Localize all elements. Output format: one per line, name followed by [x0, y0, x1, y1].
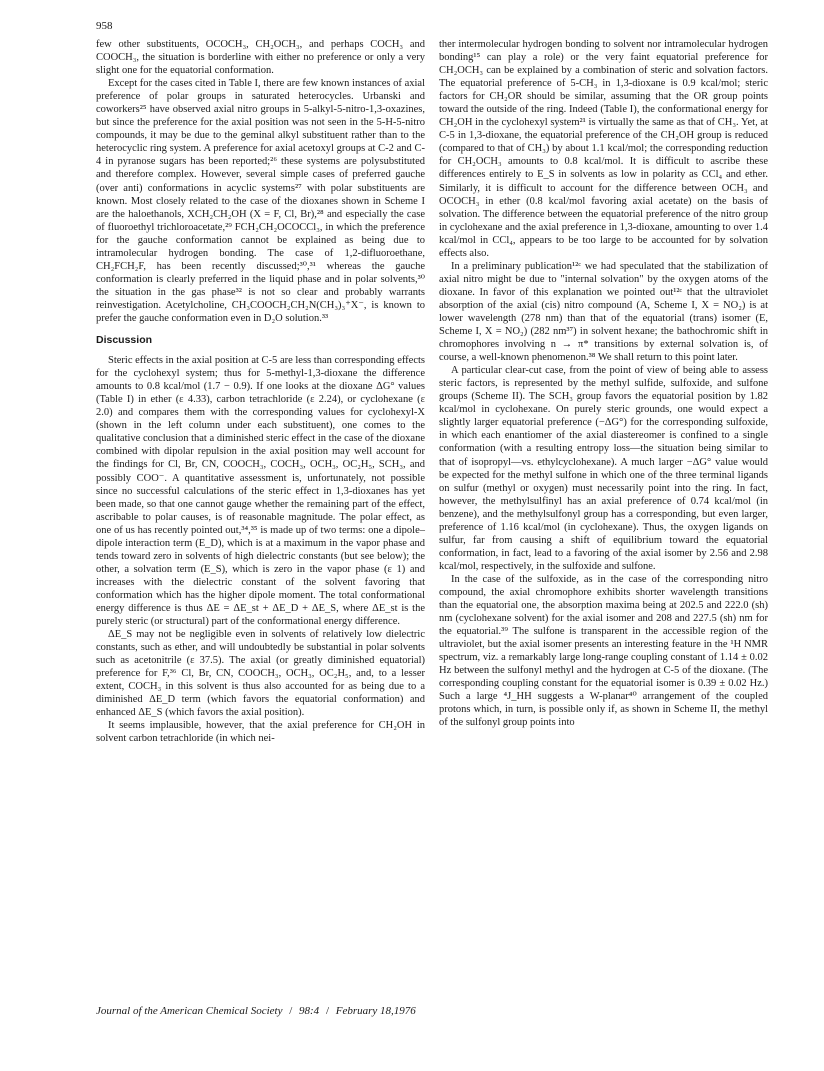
paragraph: ΔE_S may not be negligible even in solvents of relatively low dielectric constants, such as ether, and will undoubtedly be substantial in polar solvents such as acetonitrile (ε 37.5). The axial (or greatly diminished equatorial) preference for F,³⁶ Cl, Br, CN, COOCH₃, OCH₃, OC₂H₅, and, to a lesser extent, COCH₃ in this solvent is thus also accounted for as being due to a diminished ΔE_D term (which favors the equatorial conformation) and enhanced ΔE_S (which favors the axial position). — [96, 629, 425, 719]
paragraph: Except for the cases cited in Table I, there are few known instances of axial preference of polar groups in saturated heterocycles. Urbanski and coworkers²⁵ have observed axial nitro groups in 5-alkyl-5-nitro-1,3-oxazines, but since the preference for the axial position was not seen in the 5-H-5-nitro compounds, it may be due to the geminal alkyl substituent rather than to the heterocyclic ring system. A preference for axial acetoxyl groups at C-2 and C-4 in pyranose sugars has been reported;²⁶ these systems are polysubstituted and therefore complex. However, several simple cases of preferred gauche (over anti) conformations in acyclic systems²⁷ with polar substituents are known. Most closely related to the case of the dioxanes shown in Scheme I are the haloethanols, XCH₂CH₂OH (X = F, Cl, Br),²⁸ and especially the case of fluoroethyl trichloroacetate,²⁹ FCH₂CH₂OCOCCl₃, in which the preference for the gauche conformation cannot be explained as being due to intramolecular hydrogen bonding. The case of 1,2-difluoroethane, CH₂FCH₂F, has been recently discussed;³⁰,³¹ whereas the gauche conformation is clearly preferred in the liquid phase and in polar solvents,³⁰ the situation in the gas phase³² is not so clear and probably warrants reinvestigation. Acetylcholine, CH₃COOCH₂CH₂N(CH₃)₃⁺X⁻, is known to prefer the gauche conformation even in D₂O solution.³³ — [96, 78, 425, 324]
footer-separator: / — [325, 1005, 329, 1017]
footer-separator: / — [289, 1005, 293, 1017]
paragraph: Steric effects in the axial position at C-5 are less than corresponding effects for the cyclohexyl system; thus for 5-methyl-1,3-dioxane the difference amounts to 0.8 kcal/mol (1.7 − 0.9). If one looks at the dioxane ΔG° values (Table I) in ether (ε 4.33), carbon tetrachloride (ε 2.24), or cyclohexane (ε 2.0) and compares them with the corresponding values for cyclohexyl-X (shown in the left column under each substituent), one comes to the qualitative conclusion that a diminished steric effect in the case of the dioxane combined with dipolar repulsion in the axial position may well account for the findings for Cl, Br, CN, COOCH₃, COCH₃, OCH₃, OC₂H₅, SCH₃, and possibly COO⁻. A quantitative assessment is, unfortunately, not possible since no successful calculations of the steric effect in 1,3-dioxanes has yet been made, so that one cannot gauge whether the remaining part of the effect, ascribable to polar causes, is of reasonable magnitude. The polar effect, as one of us has recently pointed out,³⁴,³⁵ is made up of two terms: one a dipole–dipole interaction term (E_D), which is at a maximum in the vapor phase and tends toward zero in solvents of high dielectric constants (but see below); the other, a solvation term (E_S), which is zero in the vapor phase (ε 1) and increases with the dielectric constant of the solvent favoring that conformation which has the higher dipole moment. The total conformational energy difference is thus ΔE = ΔE_st + ΔE_D + ΔE_S, where ΔE_st is the purely steric (or structural) part of the conformational energy difference. — [96, 355, 425, 628]
right-column — [439, 38, 768, 729]
journal-name: Journal of the American Chemical Society — [96, 1005, 283, 1017]
paragraph: In the case of the sulfoxide, as in the case of the corresponding nitro compound, the axial chromophore exhibits shorter wavelength transitions than the equatorial one, the absorption maxima being at 202.5 and 222.0 (sh) nm (cyclohexane solvent) for the axial isomer and 208 and 227.5 (sh) nm for the equatorial.³⁹ The sulfone is transparent in the accessible region of the ultraviolet, but the axial isomer presents an interesting feature in the ¹H NMR spectrum, viz. a remarkably large long-range coupling constant of 1.14 ± 0.02 Hz between the sulfonyl methyl and the hydrogen at C-5 of the dioxane. (The corresponding coupling constant for the equatorial isomer is 0.39 ± 0.02 Hz.) Such a large ⁴J_HH suggests a W-planar⁴⁰ arrangement of the coupled protons which, in turn, is possible only if, as shown in Scheme II, the methyl of the sulfonyl group points into — [439, 573, 768, 729]
journal-footer — [96, 1005, 416, 1017]
paragraph: It seems implausible, however, that the axial preference for CH₂OH in solvent carbon tetrachloride (in which nei- — [96, 720, 425, 745]
section-heading: Discussion — [96, 334, 153, 347]
left-column — [96, 38, 425, 745]
paragraph: ther intermolecular hydrogen bonding to solvent nor intramolecular hydrogen bonding¹⁵ can play a role) or the very faint equatorial preference for CH₂OCH₃ can be explained by a combination of steric and solvation factors. The equatorial preference of 5-CH₃ in 1,3-dioxane is 0.9 kcal/mol; steric factors for CH₂OR should be similar, assuming that the OR group points toward the outside of the ring. Indeed (Table I), the conformational energy for CH₂OH in the cyclohexyl system²¹ is virtually the same as that of CH₃. Yet, at C-5 in 1,3-dioxane, the equatorial preference of the CH₂OH group is reduced (compared to that of CH₃) by about 1.1 kcal/mol; the corresponding reduction for CH₂OCH₃ amounts to 0.8 kcal/mol. It is difficult to ascribe these differences entirely to E_S in solvents as low in polarity as CCl₄ and ether. Similarly, it is difficult to account for the difference between OCH₃ and OCOCH₃ in ether (0.8 kcal/mol favoring axial acetate) on the basis of solvation. The difference between the equatorial preference of the nitro group in cyclohexane and the axial preference in 1,3-dioxane, amounting to over 1.4 kcal/mol in CCl₄, appears to be too large to be accounted for by solvation effects also. — [439, 39, 768, 259]
journal-issue: 98:4 — [299, 1005, 320, 1017]
journal-date: February 18,1976 — [335, 1005, 416, 1017]
page-number: 958 — [96, 20, 113, 32]
paragraph: few other substituents, OCOCH₃, CH₂OCH₃, and perhaps COCH₃ and COOCH₃, the situation is borderline with either no preference or only a very slight one for the equatorial conformation. — [96, 39, 425, 77]
paragraph: A particular clear-cut case, from the point of view of being able to assess steric factors, is represented by the methyl sulfide, sulfoxide, and sulfone groups (Scheme II). The SCH₃ group favors the equatorial position by 1.82 kcal/mol in cyclohexane. On purely steric grounds, one would expect a slightly larger equatorial preference (−ΔG°) for the corresponding sulfoxide, in which each enantiomer of the axial diastereomer is confined to a single conformation (with a resulting entropy loss—the situation being similar to that of isopropyl—vs. ethylcyclohexane). A much larger −ΔG° value would be expected for the methyl sulfone in which one of the three terminal ligands on sulfur (methyl or oxygen) must necessarily point into the ring. In fact, however, the methylsulfinyl has an axial preference of 0.74 kcal/mol (in benzene), and the methylsulfonyl group has a corresponding, but even larger, preference of 1.16 kcal/mol (in cyclohexane). Thus, the oxygen ligands on sulfur, far from causing a shift of equilibrium toward the equatorial conformation, in fact, lead to a favoring of the axial isomer by 2.56 and 2.98 kcal/mol, respectively, in the sulfoxide and sulfone. — [439, 365, 768, 572]
paragraph: In a preliminary publication¹²ᶜ we had speculated that the stabilization of axial nitro might be due to "internal solvation" by the oxygen atoms of the dioxane. In favor of this explanation we pointed out¹²ᶜ that the ultraviolet absorption of the axial (cis) nitro compound (A, Scheme I, X = NO₂) is at lower wavelength (278 nm) than that of the equatorial (trans) isomer (E, Scheme I, X = NO₂) (282 nm³⁷) in solvent hexane; the bathochromic shift in chromophores involving n → π* transitions by external solvation is, of course, a well-known phenomenon.³⁸ We shall return to this point later. — [439, 260, 768, 364]
